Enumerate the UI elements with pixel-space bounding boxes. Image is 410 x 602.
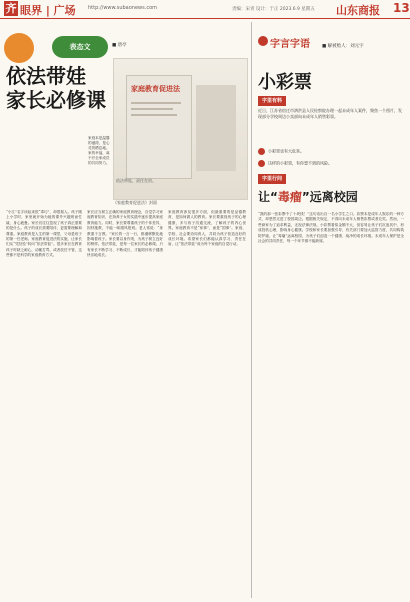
book-text-line [131, 102, 181, 104]
right-author: ■ 解被贻人：刘元宇 [322, 44, 364, 49]
right-intro: 近日，江苏省宿迁市泗洪县人民检察院办理一起未成年人案件，聚焦一个图片，发现部分学校周边小卖部向未成年人销售彩票。 [258, 108, 402, 119]
page-number: 13 [393, 1, 410, 15]
left-body-col-2: 家长应当树立正确的家庭教育理念，自觉学习家庭教育知识，在拚养子女的实践中逐步提高家庭教育能力。同时，家长要尊重孩子的个体差异，因材施教，不能一味跟风报班。老人常说：“身教重于言教。”家长的一言一行，都潜移默化地影响着孩子。家长要以身作则，为孩子树立良好的榜样。依法带娃，是每一位家长的必修课。只有家长不断学习、不断成长，才能陪伴孩子健康快乐地成长。 [87, 210, 163, 258]
right-title: 小彩票 [258, 72, 312, 93]
left-body-col-1: “小江”名字读起来很“乖巧”，却很黏人。孩子刚上小学时，家里就开始为她的课外兴趣班而忙碌，身心疲惫。家长们往往忽视了孩子真正需要的是什么。孩子的成长需要陪伴，更需要理解和尊重。家庭教育是人生的第一课堂，父母是孩子的第一任老师。家庭教育促进法的实施，让家长们从“凭经验”转向“依法带娃”。很多家长在教育孩子时缺乏耐心，动辄打骂，或者放任不管，这些都不是科学的家庭教育方式。 [6, 210, 82, 258]
quote-icon [258, 160, 265, 167]
editor-meta: 责编：宋青 设计：于正 2023.6.9 星期五 [232, 7, 315, 12]
left-body-col-3: 家庭教育涉及很多方面，但最重要的是品德教育，是如何做人的教育。家长要重视孩子的心理健康，多与孩子沟通交流，了解孩子的内心世界。家庭教育不是“家事”，而是“国事”。家庭、学校、社会要协同育人，共同为孩子营造良好的成长环境。希望家长们都能认真学习、责任在肩，让“依法带娃”成为每个家庭的自觉行动。 [168, 210, 246, 247]
right-kicker-icon [258, 36, 268, 46]
left-lede: 家庭本是温馨的港湾，是心灵的栖息地。家的幸福，离不开全家成员的共同努力。 [88, 136, 110, 165]
sub-accent: 毒瘤 [277, 190, 302, 204]
section-tag-2: 字里行间 [258, 174, 286, 184]
paper-badge: 齐 [5, 2, 17, 15]
comment-1 [258, 148, 402, 155]
headline-line-1: 依法带娃 [6, 64, 86, 88]
sub-post: ”远离校园 [301, 190, 358, 204]
left-author: ■ 唐亭 [112, 43, 127, 48]
comment-2 [258, 160, 402, 167]
left-kicker: 表态文 [52, 36, 108, 58]
site-url[interactable]: http://www.subaonews.com [88, 5, 157, 11]
section-title: 眼界 | 广场 [20, 4, 76, 17]
newspaper-brand: 山东商报 [336, 4, 380, 17]
column-divider [251, 22, 252, 598]
quote-icon [258, 148, 265, 155]
photo-shadow [196, 85, 236, 171]
page-header [0, 0, 410, 19]
law-book-image [126, 75, 192, 179]
book-title: 家庭教育促进法 [131, 85, 180, 93]
left-headline [6, 64, 106, 112]
sub-pre: 让“ [258, 190, 278, 204]
headline-line-2: 家长必修课 [6, 88, 106, 112]
right-body: “我的那一张彩票中了十块钱！”这句话出自一名小学生之口。彩票本是成年人娱乐的一种方式，却惄然走进了校园周边。根据相关规定，不得向未成年人销售彩票或者兑奖。然而，一些商家为了追求利益，无视法律法规。小彩票看似金额不大，但容易让孩子们沉迷其中，形成投机心理，影响身心健康。学校和家长要加强引导，有关部门要加大监管力度，共同构筑防护墙，让“毒瘤”远离校园，为孩子们创造一个健康、纯净的成长环境。未成年人保护是全社会的共同责任，每一个环节都不能缺席。 [258, 212, 404, 244]
decorative-circle [4, 33, 34, 63]
book-text-line [131, 108, 173, 110]
comment-1-text: 小彩票也有大危害。 [268, 148, 304, 154]
cover-caption: 《家庭教育促进法》封面 [113, 200, 157, 205]
book-text-line [131, 114, 177, 116]
right-subheadline [258, 188, 358, 205]
photo-caption: 依法带娃，责任在肩。 [116, 178, 156, 183]
section-tag-1: 字里有料 [258, 96, 286, 106]
comment-2-text: 这样的小彩票，有你想不到的风险。 [268, 160, 332, 166]
article-photo [113, 58, 248, 200]
right-kicker: 字言字语 [270, 39, 310, 50]
